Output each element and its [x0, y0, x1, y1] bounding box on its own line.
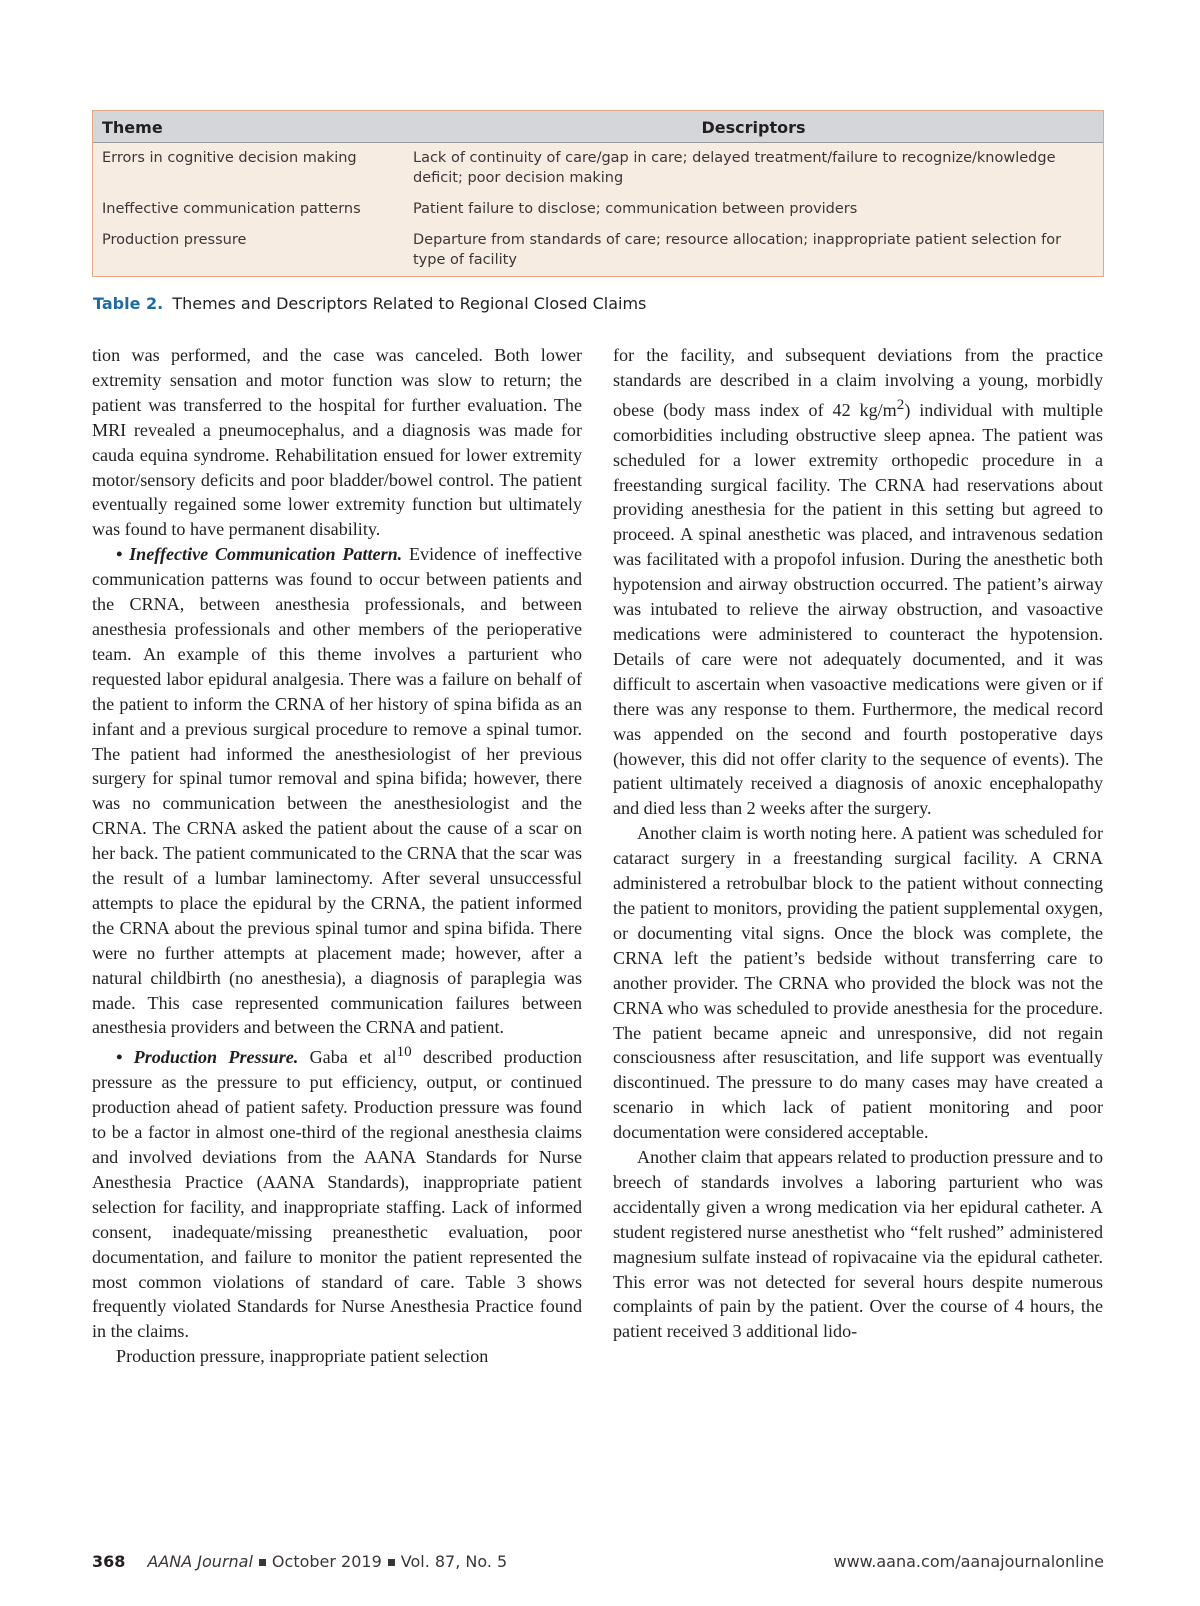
- right-column: [613, 343, 1103, 1344]
- paragraph-text: ) individual with multiple comorbidities including obstructive sleep apnea. The patient was scheduled for a lower extremity orthopedic procedure in a freestanding surgical facility. The CRNA had reservations about providing anesthesia for the patient in this setting but agreed to proceed. A spinal anesthetic was placed, and intravenous sedation was facilitated with a propofol infusion. During the anesthetic both hypotension and airway obstruction occurred. The patient’s airway was intubated to relieve the airway obstruction, and vasoactive medications were administered to counteract the hypotension. Details of care were not adequately documented, and it was difficult to ascertain when vasoactive medications were given or if there was any response to them. Furthermore, the medical record was appended on the second and fourth postoperative days (however, this did not offer clarity to the sequence of events). The patient ultimately received a diagnosis of anoxic encephalopathy and died less than 2 weeks after the surgery.: [613, 399, 1103, 819]
- table-caption: [93, 294, 646, 313]
- page-number: 368: [92, 1552, 126, 1571]
- paragraph: [92, 1040, 582, 1344]
- header-descriptors: Descriptors: [404, 111, 1103, 143]
- table-row: [93, 225, 1103, 276]
- superscript: 2: [896, 396, 905, 413]
- bullet-heading-production: • Production Pressure.: [116, 1047, 299, 1068]
- paragraph-text: for the facility, and subsequent deviations from the practice standards are described in a claim involving a young, morbidly obese (body mass index of 42 kg/m: [613, 345, 1103, 420]
- paragraph: Production pressure, inappropriate patient selection: [116, 1346, 489, 1367]
- table-row: [93, 194, 1103, 225]
- left-column: [92, 343, 582, 1369]
- paragraph: tion was performed, and the case was canceled. Both lower extremity sensation and motor function was slow to return; the patient was transferred to the hospital for further evaluation. The MRI revealed a pneumocephalus, and a diagnosis was made for cauda equina syndrome. Rehabilitation ensued for lower extremity motor/sensory deficits and poor bladder/bowel control. The patient eventually regained some lower extremity function but ultimately was found to have permanent disability.: [92, 345, 582, 540]
- themes-table: [92, 110, 1104, 277]
- journal-name: AANA Journal: [147, 1552, 253, 1571]
- separator-square-icon: [259, 1559, 266, 1566]
- table-caption-label: Table 2.: [93, 294, 164, 313]
- table-row: [93, 143, 1103, 195]
- table-cell-descriptors: Departure from standards of care; resource allocation; inappropriate patient selection for type of facility: [413, 232, 1062, 268]
- journal-url[interactable]: www.aana.com/aanajournalonline: [833, 1552, 1104, 1571]
- table-cell-theme: Production pressure: [102, 232, 247, 248]
- table-cell-theme: Errors in cognitive decision making: [102, 150, 357, 166]
- header-theme: Theme: [93, 111, 404, 143]
- citation-reference: 10: [396, 1044, 412, 1061]
- paragraph: [613, 343, 1103, 821]
- issue-date: October 2019: [271, 1552, 382, 1571]
- bullet-heading-communication: • Ineffective Communication Pattern.: [116, 544, 403, 565]
- table-cell-theme: Ineffective communication patterns: [102, 201, 361, 217]
- paragraph-text: described production pressure as the pressure to put efficiency, output, or continued production ahead of patient safety. Production pressure was found to be a factor in almost one-third of the regional anesthesia claims and involved deviations from the AANA Standards for Nurse Anesthesia Practice (AANA Standards), inappropriate patient selection for facility, and inappropriate staffing. Lack of informed consent, inadequate/missing preanesthetic evaluation, poor documentation, and failure to monitor the patient represented the most common violations of standard of care. Table 3 shows frequently violated Standards for Nurse Anesthesia Practice found in the claims.: [92, 1047, 582, 1342]
- table-header-row: [93, 111, 1103, 143]
- volume-info: Vol. 87, No. 5: [400, 1552, 508, 1571]
- table-caption-text: Themes and Descriptors Related to Regional Closed Claims: [172, 294, 647, 313]
- separator-square-icon: [388, 1559, 395, 1566]
- table-cell-descriptors: Patient failure to disclose; communication between providers: [413, 201, 858, 217]
- page-footer: [92, 1552, 1104, 1576]
- paragraph: Another claim is worth noting here. A patient was scheduled for cataract surgery in a freestanding surgical facility. A CRNA administered a retrobulbar block to the patient without connecting the patient to monitors, providing the patient supplemental oxygen, or documenting vital signs. Once the block was complete, the CRNA left the patient’s bedside without transferring care to another provider. The CRNA who provided the block was not the CRNA who was scheduled to provide anesthesia for the procedure. The patient became apneic and unresponsive, did not regain consciousness after resuscitation, and life support was eventually discontinued. The pressure to do many cases may have created a scenario in which lack of patient monitoring and poor documentation were considered acceptable.: [613, 823, 1103, 1143]
- paragraph-text: Evidence of ineffective communication patterns was found to occur between patients and the CRNA, between anesthesia professionals, and between anesthesia professionals and other members of the perioperative team. An example of this theme involves a parturient who requested labor epidural analgesia. There was a failure on behalf of the patient to inform the CRNA of her history of spina bifida as an infant and a previous surgical procedure to remove a spinal tumor. The patient had informed the anesthesiologist of her previous surgery for spinal tumor removal and spina bifida; however, there was no communication between the anesthesiologist and the CRNA. The CRNA asked the patient about the cause of a scar on her back. The patient communicated to the CRNA that the scar was the result of a lumbar laminectomy. After several unsuccessful attempts to place the epidural by the CRNA, the patient informed the CRNA about the previous spinal tumor and spina bifida. There were no further attempts at placement made; however, after a natural childbirth (no anesthesia), a diagnosis of paraplegia was made. This case represented communication failures between anesthesia providers and between the CRNA and patient.: [92, 544, 582, 1038]
- table-cell-descriptors: Lack of continuity of care/gap in care; delayed treatment/failure to recognize/knowledge deficit; poor decision making: [413, 150, 1056, 186]
- paragraph: Another claim that appears related to production pressure and to breech of standards involves a laboring parturient who was accidentally given a wrong medication via her epidural catheter. A student registered nurse anesthetist who “felt rushed” administered magnesium sulfate instead of ropivacaine via the epidural catheter. This error was not detected for several hours despite numerous complaints of pain by the patient. Over the course of 4 hours, the patient received 3 additional lido-: [613, 1147, 1103, 1342]
- paragraph-text: Gaba et al: [298, 1047, 397, 1068]
- paragraph: [92, 542, 582, 1040]
